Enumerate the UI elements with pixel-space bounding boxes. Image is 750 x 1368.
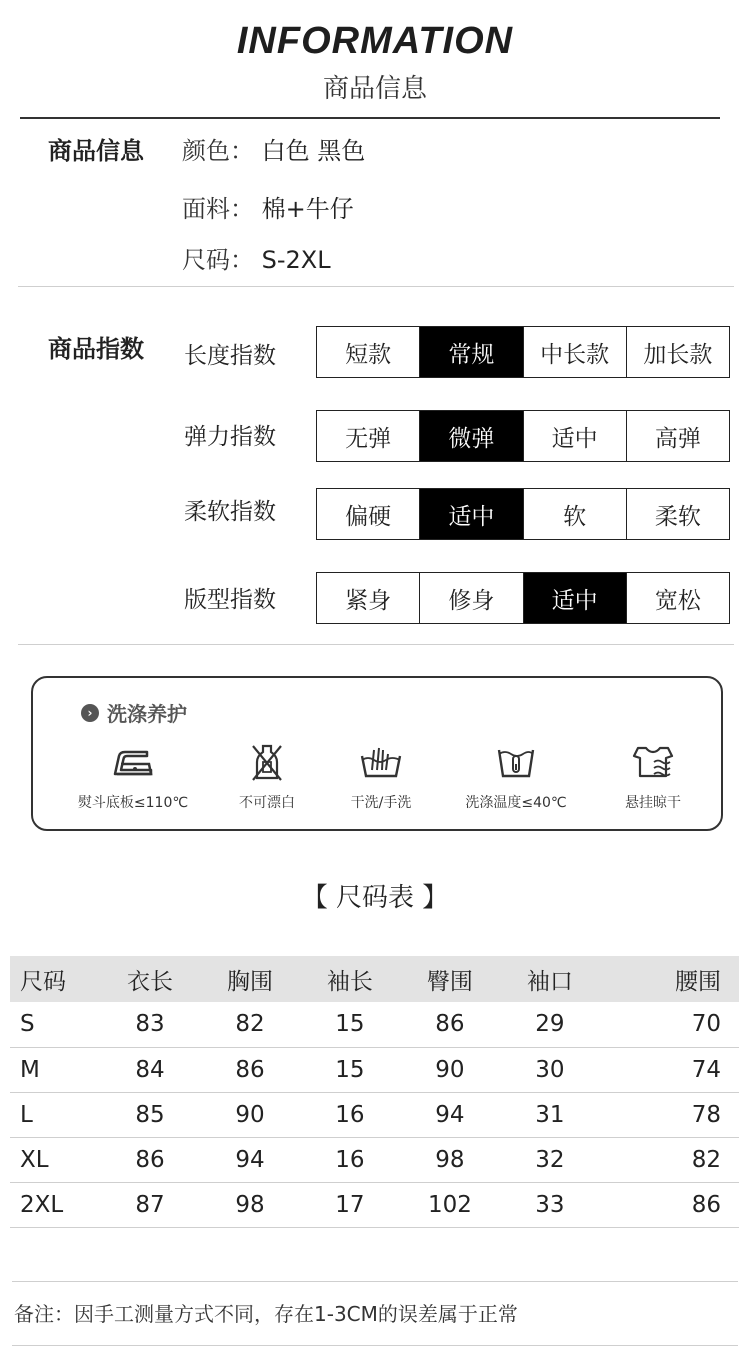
table-cell: 86 xyxy=(200,1047,300,1092)
table-cell: 87 xyxy=(100,1182,200,1227)
info-row-color xyxy=(182,131,365,166)
fit-index-scale xyxy=(316,572,730,624)
wash-temp-icon xyxy=(493,742,539,782)
index-divider xyxy=(18,644,734,645)
elasticity-index-scale xyxy=(316,410,730,462)
table-cell: 94 xyxy=(200,1137,300,1182)
hand-wash-icon xyxy=(358,742,404,782)
table-cell: 82 xyxy=(200,1002,300,1047)
scale-option: 偏硬 xyxy=(317,489,420,539)
care-item-hang xyxy=(583,742,723,812)
table-cell: 82 xyxy=(600,1137,739,1182)
scale-option: 紧身 xyxy=(317,573,420,623)
table-cell: S xyxy=(10,1002,100,1047)
care-item-temp xyxy=(446,742,586,812)
table-row xyxy=(10,1047,739,1092)
info-value: 棉+牛仔 xyxy=(261,195,354,223)
chevron-right-icon: › xyxy=(81,704,99,722)
measurement-note: 备注：因手工测量方式不同，存在1-3CM的误差属于正常 xyxy=(14,1302,518,1326)
note-top-divider xyxy=(12,1281,738,1282)
info-section-label: 商品信息 xyxy=(48,137,144,165)
table-header-row xyxy=(10,956,739,1002)
elasticity-index-label: 弹力指数 xyxy=(184,424,276,450)
table-cell: 90 xyxy=(400,1047,500,1092)
table-cell: 74 xyxy=(600,1047,739,1092)
care-label: 干洗/手洗 xyxy=(350,795,412,811)
note-bottom-divider xyxy=(12,1345,738,1346)
softness-index-scale xyxy=(316,488,730,540)
header-divider xyxy=(20,117,720,119)
info-key: 面料： xyxy=(182,195,254,223)
table-cell: 32 xyxy=(500,1137,600,1182)
scale-option: 适中 xyxy=(524,411,627,461)
scale-option-selected: 常规 xyxy=(420,327,523,377)
table-cell: 16 xyxy=(300,1092,400,1137)
table-row xyxy=(10,1092,739,1137)
softness-index-label: 柔软指数 xyxy=(184,499,276,525)
care-item-wash xyxy=(311,742,451,812)
table-cell: 2XL xyxy=(10,1182,100,1227)
scale-option: 软 xyxy=(524,489,627,539)
table-cell: 78 xyxy=(600,1092,739,1137)
table-cell: XL xyxy=(10,1137,100,1182)
table-cell: 31 xyxy=(500,1092,600,1137)
table-cell: 98 xyxy=(400,1137,500,1182)
scale-option: 短款 xyxy=(317,327,420,377)
table-cell: 33 xyxy=(500,1182,600,1227)
table-cell: 86 xyxy=(600,1182,739,1227)
care-panel xyxy=(31,676,723,831)
scale-option: 高弹 xyxy=(627,411,729,461)
table-cell: M xyxy=(10,1047,100,1092)
hang-dry-icon xyxy=(630,742,676,782)
info-value: S-2XL xyxy=(261,246,331,274)
table-header-cell: 臀围 xyxy=(400,956,500,1002)
length-index-scale xyxy=(316,326,730,378)
table-header-cell: 袖长 xyxy=(300,956,400,1002)
table-cell: 16 xyxy=(300,1137,400,1182)
page-title: INFORMATION xyxy=(236,20,514,62)
table-cell: 15 xyxy=(300,1047,400,1092)
table-header-cell: 尺码 xyxy=(10,956,100,1002)
table-cell: L xyxy=(10,1092,100,1137)
info-divider xyxy=(18,286,734,287)
table-header-cell: 腰围 xyxy=(600,956,739,1002)
scale-option: 修身 xyxy=(420,573,523,623)
table-cell: 85 xyxy=(100,1092,200,1137)
care-label: 悬挂晾干 xyxy=(625,795,681,811)
table-cell: 70 xyxy=(600,1002,739,1047)
table-cell: 86 xyxy=(400,1002,500,1047)
scale-option-selected: 适中 xyxy=(420,489,523,539)
info-row-size xyxy=(182,240,331,275)
scale-option: 无弹 xyxy=(317,411,420,461)
table-cell: 29 xyxy=(500,1002,600,1047)
scale-option: 加长款 xyxy=(627,327,729,377)
fit-index-label: 版型指数 xyxy=(184,587,276,613)
table-header-cell: 衣长 xyxy=(100,956,200,1002)
care-title xyxy=(81,698,187,727)
scale-option: 中长款 xyxy=(524,327,627,377)
info-value: 白色 黑色 xyxy=(261,137,366,165)
table-cell: 84 xyxy=(100,1047,200,1092)
table-row xyxy=(10,1182,739,1227)
info-key: 颜色： xyxy=(182,137,254,165)
no-bleach-icon xyxy=(247,742,287,782)
scale-option: 宽松 xyxy=(627,573,729,623)
care-label: 不可漂白 xyxy=(239,795,295,811)
table-row xyxy=(10,1137,739,1182)
table-cell: 102 xyxy=(400,1182,500,1227)
table-header-cell: 胸围 xyxy=(200,956,300,1002)
table-cell: 90 xyxy=(200,1092,300,1137)
care-label: 熨斗底板≤110℃ xyxy=(77,795,189,811)
table-cell: 86 xyxy=(100,1137,200,1182)
iron-icon xyxy=(109,742,157,782)
scale-option-selected: 适中 xyxy=(524,573,627,623)
table-cell: 98 xyxy=(200,1182,300,1227)
size-chart-title: 【 尺码表 】 xyxy=(301,883,449,913)
index-section-label: 商品指数 xyxy=(48,335,144,363)
page-subtitle: 商品信息 xyxy=(322,74,427,104)
table-cell: 17 xyxy=(300,1182,400,1227)
scale-option-selected: 微弹 xyxy=(420,411,523,461)
info-row-fabric xyxy=(182,189,354,224)
scale-option: 柔软 xyxy=(627,489,729,539)
table-cell: 83 xyxy=(100,1002,200,1047)
table-cell: 30 xyxy=(500,1047,600,1092)
length-index-label: 长度指数 xyxy=(184,343,276,369)
table-cell: 94 xyxy=(400,1092,500,1137)
care-title-text: 洗涤养护 xyxy=(107,702,187,726)
table-header-cell: 袖口 xyxy=(500,956,600,1002)
info-key: 尺码： xyxy=(182,246,254,274)
table-cell: 15 xyxy=(300,1002,400,1047)
size-table xyxy=(10,956,739,1228)
care-item-iron xyxy=(63,742,203,812)
care-label: 洗涤温度≤40℃ xyxy=(465,795,567,811)
table-row xyxy=(10,1002,739,1047)
